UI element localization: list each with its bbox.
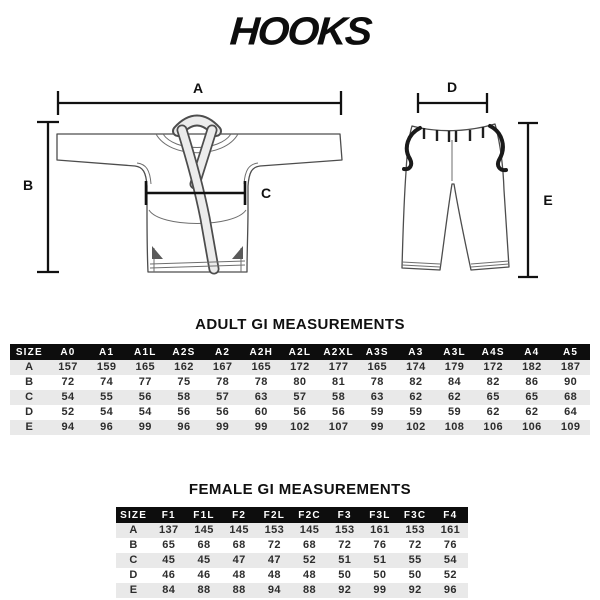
gi-measurement-diagram — [0, 60, 600, 300]
adult-measurements-table — [10, 344, 590, 435]
measurement-cell: 99 — [370, 421, 384, 433]
measurement-cell: 72 — [61, 376, 75, 388]
measurement-cell: 88 — [232, 584, 246, 596]
header-row — [10, 344, 590, 360]
measurement-cell: 99 — [216, 421, 230, 433]
measurement-cell: 94 — [267, 584, 281, 596]
measurement-cell: 65 — [486, 391, 500, 403]
row-label: C — [129, 554, 138, 566]
measurement-cell: 62 — [448, 391, 462, 403]
column-header: F3 — [327, 507, 362, 523]
measurement-cell: 187 — [560, 361, 581, 373]
row-label: E — [129, 584, 138, 596]
measurement-cell: 56 — [332, 406, 346, 418]
measure-label-b: B — [22, 177, 34, 193]
column-header: A0 — [49, 344, 88, 360]
column-header: A4S — [474, 344, 513, 360]
measurement-cell: 96 — [177, 421, 191, 433]
measurement-cell: 75 — [177, 376, 191, 388]
measurement-cell: 55 — [408, 554, 422, 566]
column-header: F2C — [292, 507, 327, 523]
measure-line-a — [58, 80, 341, 115]
measurement-cell: 165 — [251, 361, 272, 373]
measurement-cell: 106 — [522, 421, 542, 433]
measurement-cell: 57 — [216, 391, 230, 403]
measurement-cell: 62 — [409, 391, 423, 403]
column-header: A2L — [281, 344, 320, 360]
measurement-cell: 94 — [61, 421, 75, 433]
measurement-row — [10, 360, 590, 375]
measurement-cell: 47 — [267, 554, 281, 566]
row-label: A — [129, 524, 138, 536]
row-label: C — [25, 391, 34, 403]
measurement-cell: 108 — [444, 421, 465, 433]
measurement-cell: 162 — [174, 361, 194, 373]
measurement-cell: 68 — [564, 391, 578, 403]
column-header: SIZE — [116, 507, 151, 523]
measurement-row — [116, 568, 468, 583]
measurement-cell: 177 — [328, 361, 349, 373]
measurement-cell: 82 — [486, 376, 500, 388]
measurement-cell: 107 — [328, 421, 349, 433]
measurement-cell: 68 — [197, 539, 211, 551]
measurement-cell: 46 — [197, 569, 211, 581]
measure-line-e — [518, 123, 553, 277]
measurement-cell: 77 — [138, 376, 152, 388]
measurement-cell: 59 — [409, 406, 423, 418]
measurement-cell: 60 — [254, 406, 268, 418]
measurement-cell: 161 — [440, 524, 461, 536]
measurement-cell: 99 — [138, 421, 152, 433]
measurement-cell: 54 — [61, 391, 75, 403]
row-label: E — [25, 421, 34, 433]
measurement-cell: 48 — [232, 569, 246, 581]
row-label: A — [25, 361, 34, 373]
measurement-cell: 182 — [522, 361, 542, 373]
measurement-cell: 56 — [216, 406, 230, 418]
measurement-cell: 106 — [483, 421, 503, 433]
measurement-cell: 76 — [443, 539, 457, 551]
measure-line-b — [23, 122, 59, 272]
measurement-cell: 167 — [212, 361, 233, 373]
female-table-title: FEMALE GI MEASUREMENTS — [188, 481, 412, 498]
measurement-cell: 96 — [443, 584, 457, 596]
measurement-cell: 47 — [232, 554, 246, 566]
row-label: D — [129, 569, 138, 581]
column-header: A1 — [87, 344, 126, 360]
measurement-cell: 145 — [229, 524, 249, 536]
measurement-cell: 57 — [293, 391, 307, 403]
column-header: F1L — [186, 507, 221, 523]
measurement-cell: 46 — [162, 569, 176, 581]
measurement-cell: 153 — [334, 524, 355, 536]
measurement-cell: 78 — [254, 376, 268, 388]
measurement-cell: 78 — [370, 376, 384, 388]
row-label: B — [25, 376, 34, 388]
measurement-cell: 74 — [100, 376, 114, 388]
measurement-cell: 109 — [560, 421, 581, 433]
measurement-cell: 65 — [525, 391, 539, 403]
measurement-cell: 56 — [177, 406, 191, 418]
measurement-cell: 51 — [373, 554, 387, 566]
measurement-row — [10, 375, 590, 390]
measurement-row — [116, 583, 468, 598]
measurement-cell: 50 — [408, 569, 422, 581]
measurement-cell: 58 — [332, 391, 346, 403]
measurement-cell: 48 — [303, 569, 317, 581]
column-header: F2L — [257, 507, 292, 523]
measurement-diagrams — [0, 60, 600, 300]
column-header: A2 — [203, 344, 242, 360]
measurement-cell: 161 — [370, 524, 390, 536]
column-header: SIZE — [10, 344, 49, 360]
measurement-cell: 48 — [267, 569, 281, 581]
measurement-row — [10, 405, 590, 420]
gi-jacket-drawing — [23, 80, 342, 272]
measurement-cell: 172 — [290, 361, 310, 373]
measurement-cell: 159 — [96, 361, 117, 373]
measurement-cell: 54 — [100, 406, 114, 418]
measure-label-c: C — [260, 185, 272, 201]
measurement-cell: 72 — [267, 539, 281, 551]
measurement-cell: 45 — [162, 554, 176, 566]
measure-label-e: E — [543, 192, 553, 208]
measurement-cell: 63 — [254, 391, 268, 403]
column-header: F3C — [398, 507, 433, 523]
measurement-cell: 52 — [61, 406, 75, 418]
measurement-cell: 52 — [303, 554, 317, 566]
measurement-cell: 64 — [564, 406, 578, 418]
column-header: F1 — [151, 507, 186, 523]
measurement-cell: 145 — [194, 524, 214, 536]
measurement-cell: 72 — [408, 539, 422, 551]
measurement-cell: 157 — [58, 361, 78, 373]
column-header: A3S — [358, 344, 397, 360]
row-label: B — [129, 539, 138, 551]
header-row — [116, 507, 468, 523]
measurement-cell: 81 — [332, 376, 346, 388]
measurement-row — [116, 553, 468, 568]
measurement-cell: 58 — [177, 391, 191, 403]
measurement-cell: 165 — [367, 361, 388, 373]
female-measurements-table — [116, 507, 468, 598]
measurement-cell: 54 — [138, 406, 152, 418]
measurement-cell: 78 — [216, 376, 230, 388]
column-header: F4 — [433, 507, 468, 523]
measurement-cell: 45 — [197, 554, 211, 566]
column-header: A2XL — [319, 344, 358, 360]
measurement-cell: 55 — [100, 391, 114, 403]
measurement-cell: 54 — [443, 554, 457, 566]
measurement-cell: 62 — [486, 406, 500, 418]
column-header: F3L — [362, 507, 397, 523]
measurement-cell: 63 — [370, 391, 384, 403]
column-header: A2S — [165, 344, 204, 360]
measurement-cell: 59 — [448, 406, 462, 418]
measurement-cell: 153 — [264, 524, 285, 536]
measurement-cell: 145 — [299, 524, 320, 536]
measurement-cell: 99 — [373, 584, 387, 596]
measurement-cell: 50 — [338, 569, 352, 581]
measurement-cell: 165 — [135, 361, 156, 373]
measure-line-d — [418, 79, 487, 113]
measurement-cell: 56 — [138, 391, 152, 403]
measurement-row — [116, 523, 468, 538]
measurement-row — [116, 538, 468, 553]
measurement-cell: 172 — [483, 361, 503, 373]
measure-label-d: D — [446, 79, 458, 95]
measurement-row — [10, 420, 590, 435]
column-header: A2H — [242, 344, 281, 360]
measurement-cell: 84 — [448, 376, 462, 388]
measurement-cell: 92 — [338, 584, 352, 596]
brand-logo: HOOKS — [228, 8, 372, 54]
measurement-cell: 80 — [293, 376, 307, 388]
measure-label-a: A — [192, 80, 204, 96]
measurement-cell: 68 — [303, 539, 317, 551]
measurement-cell: 153 — [405, 524, 425, 536]
measurement-cell: 137 — [159, 524, 179, 536]
measurement-cell: 84 — [162, 584, 176, 596]
measurement-cell: 90 — [564, 376, 578, 388]
measurement-cell: 102 — [406, 421, 426, 433]
measurement-cell: 88 — [197, 584, 211, 596]
brand-header — [0, 0, 600, 60]
measurement-cell: 179 — [444, 361, 465, 373]
measurement-cell: 65 — [162, 539, 176, 551]
column-header: A1L — [126, 344, 165, 360]
measurement-cell: 59 — [370, 406, 384, 418]
measurement-cell: 174 — [406, 361, 426, 373]
measurement-cell: 76 — [373, 539, 387, 551]
measurement-cell: 102 — [290, 421, 310, 433]
measurement-cell: 72 — [338, 539, 352, 551]
measurement-cell: 92 — [408, 584, 422, 596]
row-label: D — [25, 406, 34, 418]
measurement-cell: 52 — [443, 569, 457, 581]
measurement-cell: 99 — [254, 421, 268, 433]
measurement-cell: 68 — [232, 539, 246, 551]
column-header: A4 — [513, 344, 552, 360]
column-header: A5 — [551, 344, 590, 360]
column-header: A3L — [435, 344, 474, 360]
measurement-cell: 51 — [338, 554, 352, 566]
measurement-cell: 56 — [293, 406, 307, 418]
column-header: A3 — [397, 344, 436, 360]
measurement-cell: 50 — [373, 569, 387, 581]
adult-table-title: ADULT GI MEASUREMENTS — [195, 316, 405, 333]
gi-pants-drawing — [402, 79, 553, 277]
column-header: F2 — [222, 507, 257, 523]
measurement-row — [10, 390, 590, 405]
measurement-cell: 86 — [525, 376, 539, 388]
measurement-cell: 82 — [409, 376, 423, 388]
measurement-cell: 62 — [525, 406, 539, 418]
measurement-cell: 96 — [100, 421, 114, 433]
measurement-cell: 88 — [303, 584, 317, 596]
